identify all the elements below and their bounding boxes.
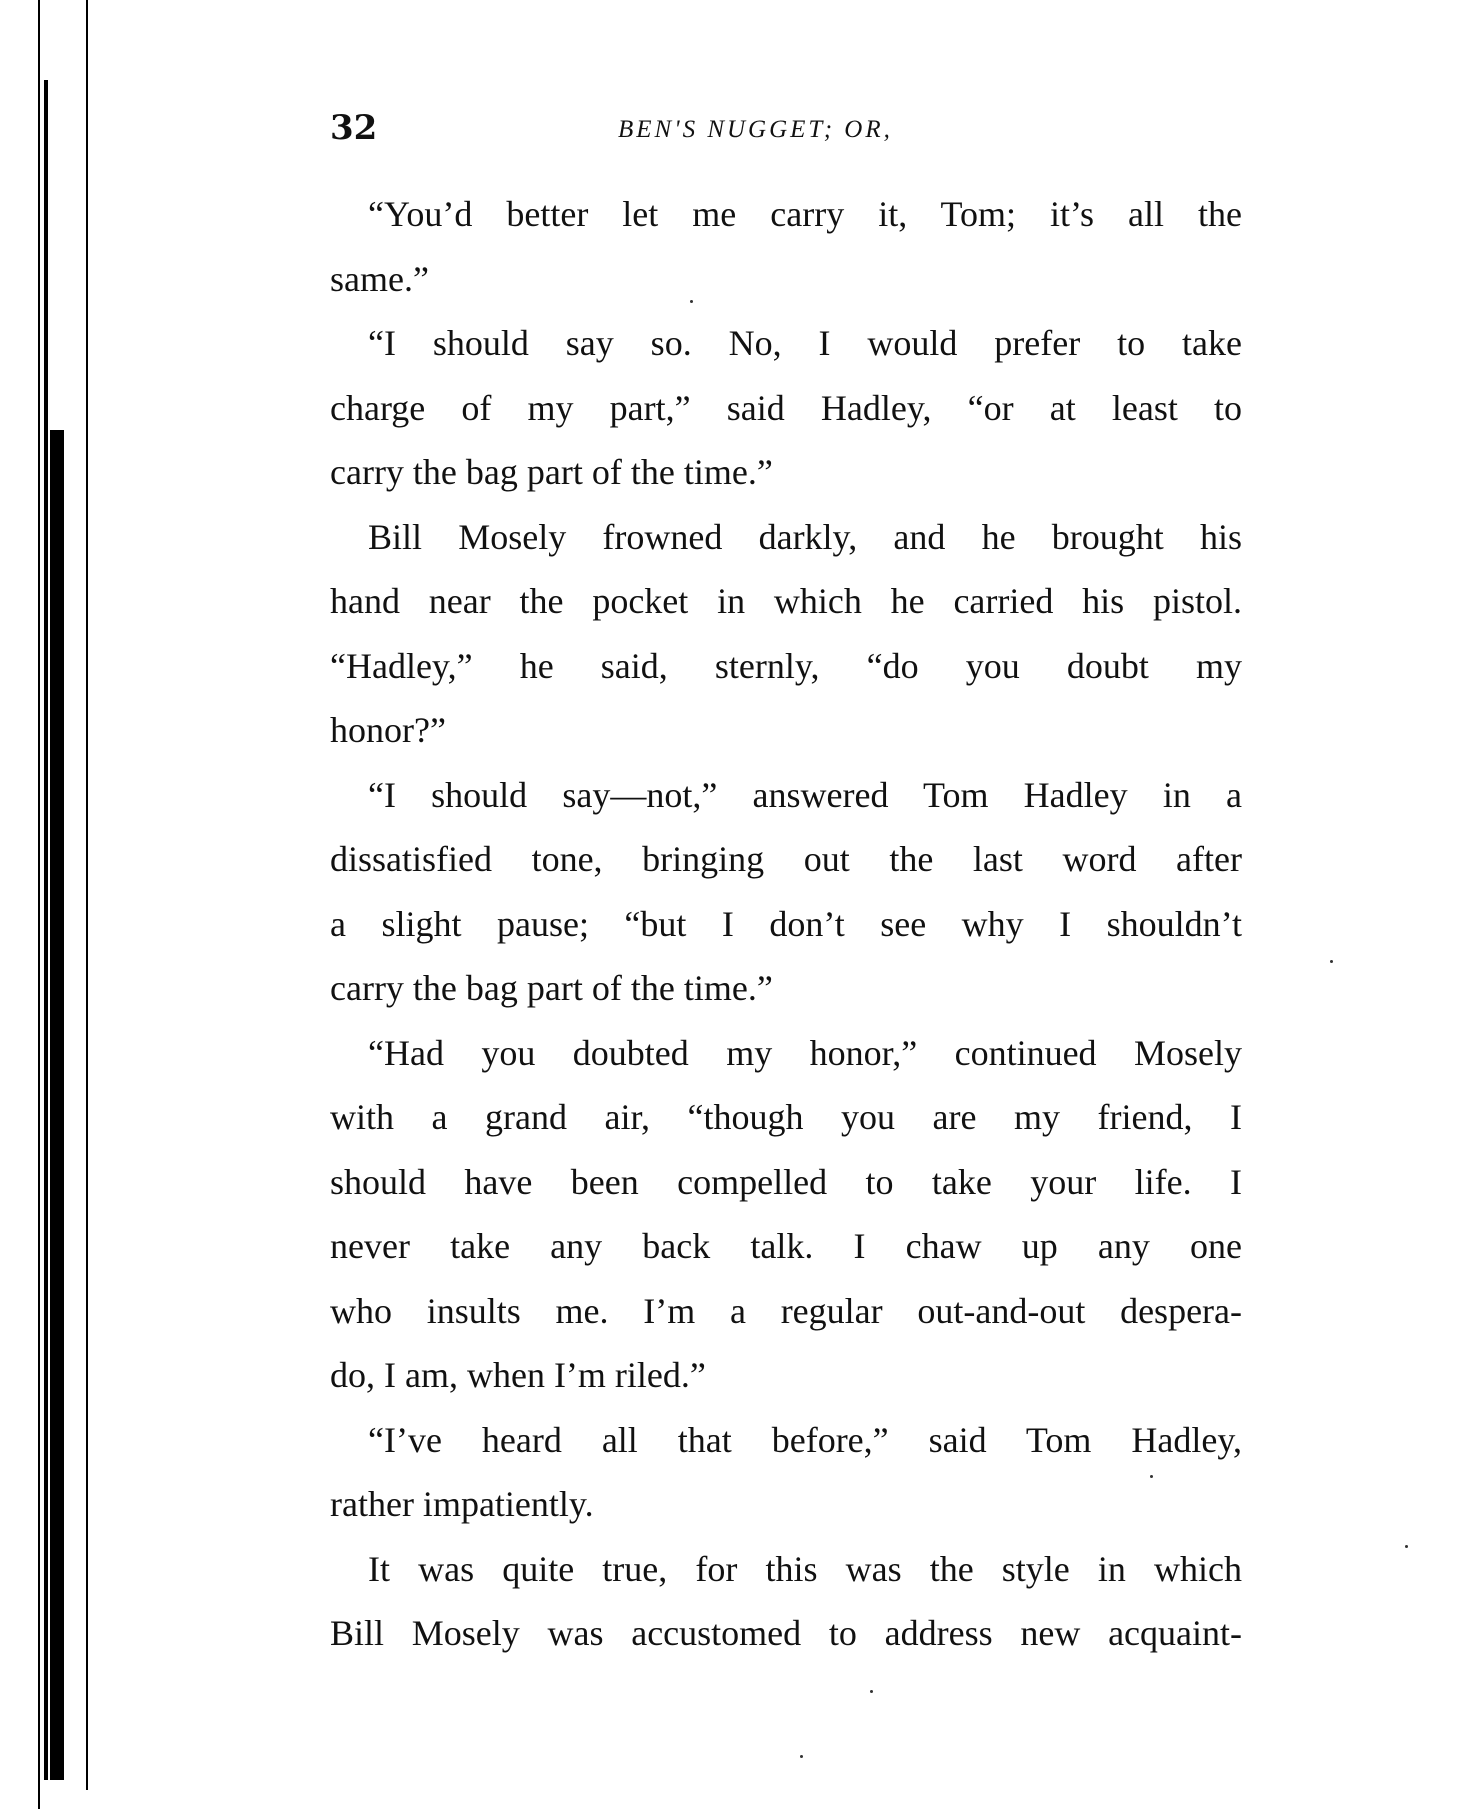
text-line: “Hadley,” he said, sternly, “do you doubt my [330, 645, 1242, 686]
text-line: a slight pause; “but I don’t see why I shouldn’t [330, 903, 1242, 944]
text-line: Bill Mosely frowned darkly, and he brought his [368, 516, 1242, 557]
binding-line [38, 0, 40, 1809]
text-line: never take any back talk. I chaw up any one [330, 1226, 1242, 1266]
page-header [330, 108, 1250, 158]
text-line: charge of my part,” said Hadley, “or at least to [330, 387, 1242, 428]
text-line: It was quite true, for this was the style in which [368, 1548, 1242, 1589]
speck [1330, 960, 1333, 963]
running-head: BEN'S NUGGET; OR, [618, 116, 893, 143]
text-line: dissatisfied tone, bringing out the last word after [330, 839, 1242, 879]
text-line: “I’ve heard all that before,” said Tom Hadley, [368, 1419, 1242, 1460]
speck [1150, 1475, 1153, 1478]
speck [800, 1755, 803, 1758]
text-line: should have been compelled to take your life. I [330, 1161, 1242, 1202]
text-line: carry the bag part of the time.” [330, 452, 773, 492]
text-line: honor?” [330, 710, 446, 750]
text-line: “You’d better let me carry it, Tom; it’s all the [368, 194, 1242, 234]
body-text [330, 182, 1242, 1666]
binding-line [86, 0, 88, 1790]
text-line: rather impatiently. [330, 1484, 594, 1524]
text-line: do, I am, when I’m riled.” [330, 1355, 706, 1395]
text-line: who insults me. I’m a regular out-and-out despera- [330, 1290, 1242, 1331]
text-line: same.” [330, 258, 429, 299]
binding-line [50, 430, 64, 1780]
text-line: Bill Mosely was accustomed to address new acquaint- [330, 1613, 1242, 1653]
text-line: “I should say so. No, I would prefer to take [368, 323, 1242, 363]
text-line: hand near the pocket in which he carried his pistol. [330, 581, 1242, 621]
speck [1405, 1545, 1408, 1548]
text-line: with a grand air, “though you are my friend, I [330, 1097, 1242, 1137]
speck [690, 300, 693, 303]
text-line: carry the bag part of the time.” [330, 968, 773, 1008]
binding-edge [0, 0, 100, 1809]
binding-line [44, 80, 48, 1780]
page-number: 32 [330, 108, 378, 148]
text-line: “Had you doubted my honor,” continued Mosely [368, 1032, 1242, 1073]
speck [870, 1690, 873, 1693]
text-line: “I should say—not,” answered Tom Hadley in a [368, 774, 1242, 815]
